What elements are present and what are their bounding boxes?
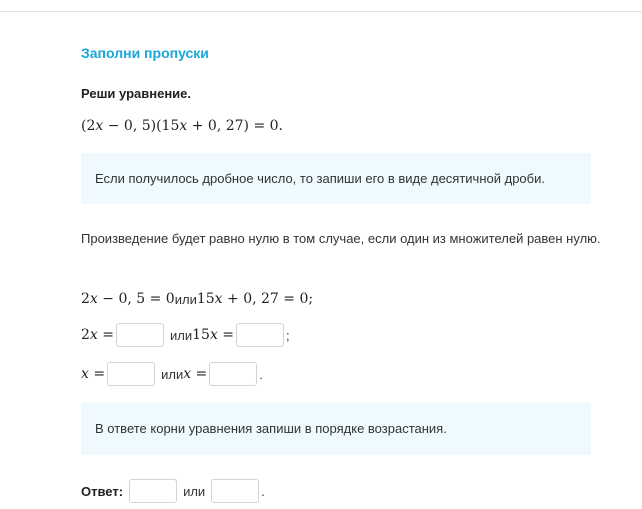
- explanation-paragraph: Произведение будет равно нулю в том случае, если один из множителей равен нулю.: [81, 231, 601, 246]
- input-x2-value[interactable]: [209, 362, 257, 386]
- hint-decimal: [81, 153, 591, 204]
- answer-label: Ответ:: [81, 483, 124, 499]
- answer-input-1[interactable]: [129, 479, 177, 503]
- main-equation: (2x − 0, 5)(15x + 0, 27) = 0.: [81, 118, 283, 134]
- input-15x-value[interactable]: [236, 323, 284, 347]
- answer-or: или: [183, 483, 206, 499]
- input-2x-value[interactable]: [116, 323, 164, 347]
- answer-row: Ответ: или .: [81, 478, 265, 504]
- step-x-roots: x = или x = .: [81, 361, 263, 387]
- exercise-title: Заполни пропуски: [81, 45, 209, 61]
- answer-input-2[interactable]: [211, 479, 259, 503]
- hint-order-text: В ответе корни уравнения запиши в порядке возрастания.: [95, 421, 447, 436]
- input-x1-value[interactable]: [107, 362, 155, 386]
- hint-order: [81, 403, 591, 455]
- hint-decimal-text: Если получилось дробное число, то запиши его в виде десятичной дроби.: [95, 171, 545, 186]
- step-equations: 2x − 0, 5 = 0 или 15x + 0, 27 = 0;: [81, 291, 314, 307]
- task-label: Реши уравнение.: [81, 86, 192, 101]
- step-2x-15x: 2x = или 15x = ;: [81, 322, 290, 348]
- top-divider: [0, 11, 642, 12]
